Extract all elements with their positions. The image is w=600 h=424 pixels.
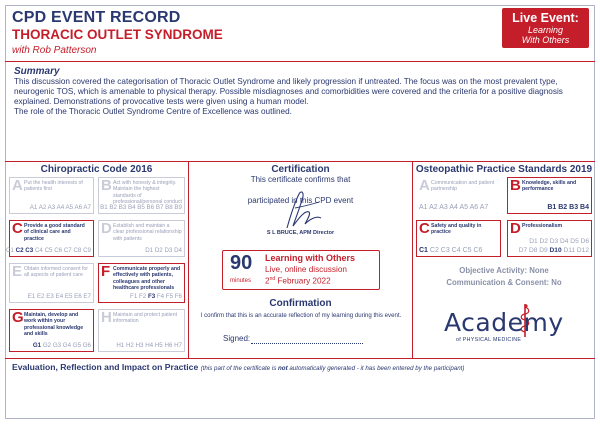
cpd-event-format: Live, online discussion: [265, 265, 347, 274]
chiro-standard-b: [98, 177, 185, 214]
osteo-standard-d: [507, 220, 592, 257]
cpd-event-date: [265, 276, 331, 286]
code-selected: B1 B2 B3 B4: [547, 204, 589, 211]
code-selected: D10: [549, 247, 562, 254]
certification-text: This certificate confirms that: [250, 175, 351, 184]
standard-codes: [33, 342, 91, 349]
standard-codes: H1 H2 H3 H4 H5 H6 H7: [116, 342, 182, 349]
divider-bottom: [5, 358, 595, 359]
standard-description: Maintain, develop and work within your professional knowledge and skills: [24, 312, 84, 337]
standard-codes: [130, 293, 182, 300]
academy-logo: Academy: [444, 308, 564, 337]
standard-codes: E1 E2 E3 E4 E5 E6 E7: [27, 293, 91, 300]
communication-consent: Communication & Consent: No: [446, 278, 562, 287]
summary-heading: Summary: [14, 66, 60, 77]
standard-description: Provide a good standard of clinical care and practice: [24, 223, 85, 242]
standard-letter: C: [419, 220, 430, 237]
standard-letter: G: [12, 309, 24, 326]
standard-letter: A: [419, 177, 430, 194]
standard-description: Professionalism: [522, 223, 563, 229]
confirmation-heading: Confirmation: [269, 298, 332, 309]
badge-line-2: With Others: [521, 35, 570, 45]
standard-description: Put the health interests of patients first: [24, 180, 83, 193]
summary-paragraph-2: The role of the Thoracic Outlet Syndrome Centre of Excellence was outlined.: [14, 107, 292, 116]
standard-letter: E: [12, 263, 23, 280]
standard-description: Maintain and protect patient information: [113, 312, 178, 325]
chiropractic-code-panel: [5, 162, 189, 358]
standard-codes-line-1: D1 D2 D3 D4 D5 D6: [529, 238, 589, 245]
page-title: CPD EVENT RECORD: [12, 9, 181, 26]
date-day: 2: [265, 276, 270, 286]
standard-description: Obtain informed consent for all aspects of patient care: [24, 266, 89, 279]
standard-codes: A1 A2 A3 A4 A5 A6 A7: [29, 204, 91, 211]
standard-description: Knowledge, skills and performance: [522, 180, 577, 193]
live-event-badge: [502, 8, 589, 48]
chiro-standard-c: [6, 220, 94, 257]
osteopathic-heading: Osteopathic Practice Standards 2019: [415, 164, 593, 175]
event-presenter: with Rob Patterson: [12, 45, 97, 56]
note-emphasis: not: [278, 365, 288, 372]
objective-activity: Objective Activity: None: [459, 266, 549, 275]
evaluation-note: [201, 365, 465, 372]
standard-codes: [419, 247, 482, 254]
osteopathic-standards-panel: [412, 162, 595, 358]
date-month-year: February 2022: [275, 276, 331, 286]
code-unselected: F1 F2: [130, 293, 148, 300]
note-text-end: automatically generated - it has been entered by the participant): [287, 365, 465, 372]
standard-description: Communicate properly and effectively with patients, colleagues and other healthcare professionals: [113, 266, 181, 291]
osteo-standard-c: [416, 220, 501, 257]
evaluation-title: Evaluation, Reflection and Impact on Practice: [12, 362, 199, 372]
standard-letter: F: [101, 263, 111, 280]
standard-codes: [547, 204, 589, 211]
director-signature: [265, 188, 335, 232]
osteo-standard-b: [507, 177, 592, 214]
certification-heading: Certification: [271, 164, 330, 175]
chiro-standard-a: [9, 177, 94, 214]
signature-line[interactable]: [251, 343, 363, 344]
standard-letter: B: [101, 177, 112, 194]
standard-description: Communication and patient partnership: [431, 180, 495, 193]
code-unselected: F4 F5 F6: [155, 293, 182, 300]
badge-heading: Live Event:: [512, 11, 579, 25]
code-selected: F3: [147, 293, 156, 300]
chiro-standard-f: [98, 263, 185, 303]
code-selected: G1: [32, 342, 42, 349]
summary-paragraph: This discussion covered the categorisation of Thoracic Outlet Syndrome and likely progression if untreated. The focus was on the most prevalent type, neurogenic TOS, which is amenable to physical therapy. Possible misdiagnoses and comorbidities were covered and the criteria for a positive diagnosis explained. Demonstrations of provocative tests were given using a human model.: [14, 77, 563, 106]
participation-text: participated in this CPD event: [247, 196, 354, 205]
standard-description: Safety and quality in practice: [431, 223, 482, 236]
standard-codes: A1 A2 A3 A4 A5 A6 A7: [419, 204, 489, 211]
summary-text: [14, 77, 589, 117]
evaluation-heading: [12, 362, 464, 372]
cpd-duration-box: [222, 250, 380, 290]
certification-panel: [189, 162, 412, 358]
standard-letter: H: [101, 309, 112, 326]
badge-line-1: Learning: [527, 25, 564, 35]
chiro-standard-d: [98, 220, 185, 257]
code-unselected: C1: [6, 247, 16, 254]
osteo-standard-a: [416, 177, 501, 214]
chiro-standard-e: [9, 263, 94, 303]
standard-codes: D1 D2 D3 D4: [145, 247, 182, 254]
chiro-standard-h: [98, 309, 185, 352]
cpd-minutes-label: minutes: [230, 278, 252, 284]
confirmation-text: I confirm that this is an accurate reflection of my learning during this event.: [200, 312, 402, 319]
code-unselected: G2 G3 G4 G5 G6: [41, 342, 91, 349]
standard-codes: B1 B2 B3 B4 B5 B6 B7 B8 B9: [100, 204, 182, 211]
academy-logo-subtitle: of PHYSICAL MEDICINE: [456, 337, 522, 343]
standard-letter: D: [101, 220, 112, 237]
code-unselected: C4 C5 C6 C7 C8 C9: [33, 247, 91, 254]
code-unselected: C2 C3 C4 C5 C6: [427, 247, 483, 254]
standard-codes-line-2: [519, 247, 589, 254]
cpd-minutes-value: 90: [230, 252, 253, 274]
standard-description: Act with honesty & integrity. Maintain the highest standards of professional/personal conduct: [113, 180, 182, 205]
note-text-start: (this part of the certificate is: [200, 365, 279, 372]
code-unselected: D7 D8 D9: [518, 247, 550, 254]
standard-description: Establish and maintain a clear professional relationship with patients: [113, 223, 182, 242]
event-title: THORACIC OUTLET SYNDROME: [12, 27, 223, 42]
standard-letter: D: [510, 220, 521, 237]
standard-codes: [6, 247, 91, 254]
date-suffix: nd: [269, 276, 276, 282]
signed-label: Signed:: [223, 334, 251, 343]
code-selected: C1: [419, 247, 428, 254]
chiropractic-heading: Chiropractic Code 2016: [40, 164, 153, 175]
cpd-event-type: Learning with Others: [265, 253, 356, 263]
standard-letter: B: [510, 177, 521, 194]
code-unselected: D11 D12: [561, 247, 589, 254]
signatory-name: S L BRUCE, APM Director: [266, 230, 335, 236]
divider-top: [5, 61, 595, 62]
standard-letter: A: [12, 177, 23, 194]
code-selected: C2 C3: [15, 247, 34, 254]
chiro-standard-g: [9, 309, 94, 352]
standard-letter: C: [12, 220, 23, 237]
